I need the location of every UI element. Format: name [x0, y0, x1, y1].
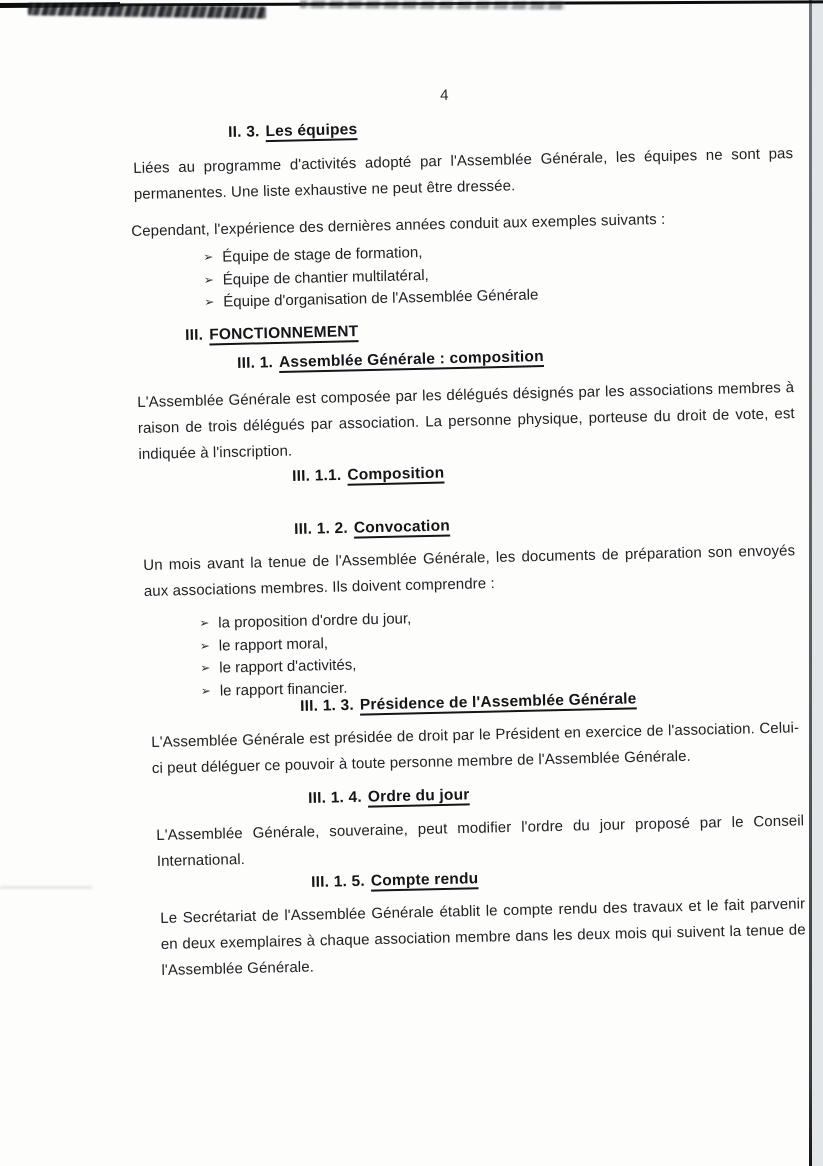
paragraph: Un mois avant la tenue de l'Assemblée Générale, les documents de préparation son envoyés aux associations membres. Ils doivent comprendre : — [143, 542, 796, 600]
scan-artifact-smudge-light — [300, 0, 565, 9]
list-item-text: Équipe de stage de formation, — [222, 244, 423, 266]
heading-title: Compte rendu — [370, 870, 479, 890]
heading-number: III. — [185, 326, 204, 344]
list-item-text: la proposition d'ordre du jour, — [218, 610, 412, 632]
heading-compte-rendu — [311, 870, 479, 892]
heading-les-equipes — [228, 121, 358, 142]
arrow-bullet-icon: ➢ — [204, 294, 215, 309]
arrow-bullet-icon: ➢ — [200, 660, 211, 675]
heading-title: Présidence de l'Assemblée Générale — [359, 690, 637, 714]
heading-number: III. 1. 2. — [294, 519, 349, 538]
heading-convocation — [294, 517, 450, 539]
scan-page-edge-line — [809, 0, 812, 1166]
bullet-list — [203, 239, 539, 314]
heading-title: Assemblée Générale : composition — [278, 348, 544, 372]
list-item-text: Équipe de chantier multilatéral, — [222, 266, 429, 289]
arrow-bullet-icon: ➢ — [203, 272, 214, 287]
heading-ag-composition — [237, 348, 544, 373]
arrow-bullet-icon: ➢ — [199, 615, 210, 630]
arrow-bullet-icon: ➢ — [200, 683, 211, 698]
scan-artifact-smudge — [28, 3, 266, 18]
list-item-text: le rapport d'activités, — [219, 656, 357, 677]
paragraph: Le Secrétariat de l'Assemblée Générale établit le compte rendu des travaux et le fait parvenir en deux exemplaires à chaque association membre dans les deux mois qui suivent la tenue de l'Assemblée Générale. — [160, 895, 806, 979]
heading-title: FONCTIONNEMENT — [209, 323, 359, 344]
list-item — [199, 608, 412, 635]
paragraph: L'Assemblée Générale est composée par les délégués désignés par les associations membres à raison de trois délégués par association. La personne physique, porteuse du droit de vote, est indiquée à l'inscription. — [137, 379, 795, 463]
heading-number: III. 1. 3. — [300, 696, 355, 715]
heading-title: Convocation — [353, 517, 451, 537]
heading-title: Les équipes — [265, 121, 358, 141]
heading-title: Ordre du jour — [367, 786, 470, 806]
list-item-text: Équipe d'organisation de l'Assemblée Générale — [223, 286, 539, 311]
bullet-list — [199, 608, 413, 703]
heading-number: II. 3. — [228, 123, 260, 141]
arrow-bullet-icon: ➢ — [203, 249, 214, 264]
heading-number: III. 1. — [237, 354, 274, 372]
list-item-text: le rapport financier. — [219, 679, 348, 700]
paragraph: L'Assemblée Générale est présidée de droit par le Président en exercice de l'association. Celui-ci peut déléguer ce pouvoir à toute personne membre de l'Assemblée Générale. — [151, 719, 800, 777]
paragraph: Cependant, l'expérience des dernières années conduit aux exemples suivants : — [131, 210, 666, 240]
heading-number: III. 1. 4. — [308, 788, 363, 807]
paragraph: L'Assemblée Générale, souveraine, peut modifier l'ordre du jour proposé par le Conseil International. — [156, 812, 805, 870]
heading-fonctionnement — [185, 323, 359, 345]
paragraph: Liées au programme d'activités adopté par l'Assemblée Générale, les équipes ne sont pas permanentes. Une liste exhaustive ne peut être dressée. — [133, 145, 794, 203]
heading-number: III. 1. 5. — [311, 872, 366, 891]
heading-number: III. 1.1. — [292, 466, 342, 485]
heading-composition — [292, 465, 444, 486]
arrow-bullet-icon: ➢ — [199, 638, 210, 653]
list-item-text: le rapport moral, — [218, 634, 329, 655]
page-number: 4 — [440, 86, 449, 104]
heading-title: Composition — [347, 464, 445, 484]
scan-artifact-faint-line — [0, 886, 92, 889]
heading-ordre-du-jour — [308, 786, 470, 808]
